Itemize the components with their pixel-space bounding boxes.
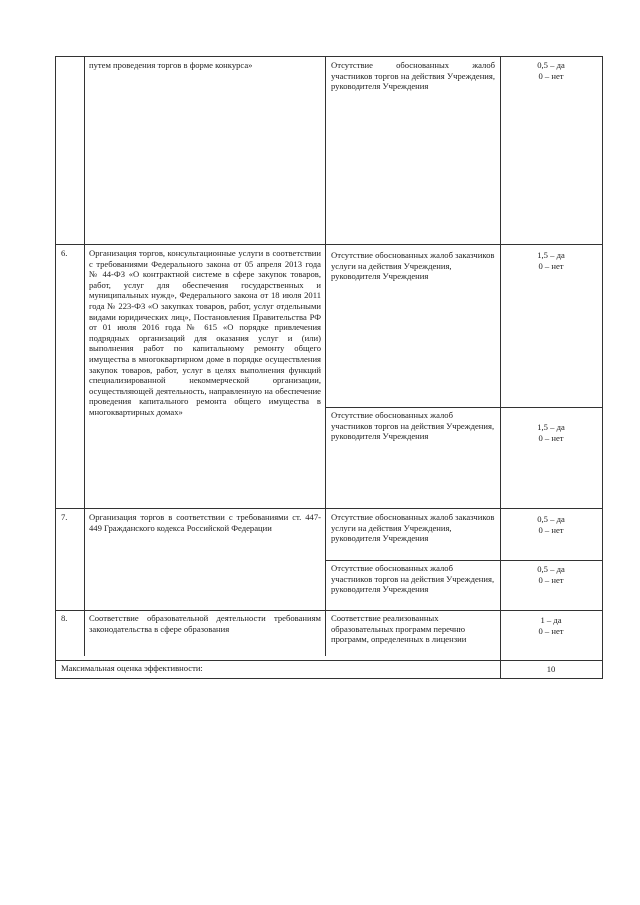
row-3-score-0: 1 – да 0 – нет bbox=[538, 615, 564, 636]
row-2-criterion-0: Отсутствие обоснованных жалоб заказчиков услуги на действия Учреждения, руководителя Учреждения bbox=[331, 512, 495, 544]
row-1-score-0: 1,5 – да 0 – нет bbox=[537, 250, 565, 271]
row-2-score-0: 0,5 – да 0 – нет bbox=[537, 514, 565, 535]
row-1-number: 6. bbox=[61, 248, 68, 258]
row-2-activity: Организация торгов в соответствии с требованиями ст. 447-449 Гражданского кодекса Российской Федерации bbox=[89, 512, 321, 533]
row-0-score-0: 0,5 – да 0 – нет bbox=[537, 60, 565, 81]
row-3-activity: Соответствие образовательной деятельности требованиям законодательства в сфере образования bbox=[89, 613, 321, 634]
row-0-criterion-0: Отсутствие обоснованных жалоб участников торгов на действия Учреждения, руководителя Учреждения bbox=[331, 60, 495, 92]
total-value: 10 bbox=[546, 664, 556, 674]
row-1-criterion-1: Отсутствие обоснованных жалоб участников торгов на действия Учреждения, руководителя Учреждения bbox=[331, 410, 495, 442]
row-2-criterion-1: Отсутствие обоснованных жалоб участников торгов на действия Учреждения, руководителя Учреждения bbox=[331, 563, 495, 595]
row-1-activity: Организация торгов, консультационные услуги в соответствии с требованиями Федерального закона от 05 апреля 2013 года № 44-ФЗ «О контрактной системе в сфере закупок товаров, работ, услуг для обеспечения государственных и муниципальных нужд», Федерального закона от 18 июля 2011 года № 223-ФЗ «О закупках товаров, работ, услуг отдельными видами юридических лиц», Постановления Правительства РФ от 01 июля 2016 года № 615 «О порядке привлечения подрядных организаций для оказания услуг и (или) выполнения работ по капитальному ремонту общего имущества в многоквартирном доме в порядке осуществления закупок товаров, работ, услуг в целях выполнения функций специализированной некоммерческой организации, осуществляющей деятельность, направленную на обеспечение проведения капитального ремонта общего имущества в многоквартирных домах» bbox=[89, 248, 321, 417]
total-label: Максимальная оценка эффективности: bbox=[61, 663, 203, 673]
row-1-score-1: 1,5 – да 0 – нет bbox=[537, 422, 565, 443]
row-3-criterion-0: Соответствие реализованных образовательных программ перечню программ, определенных в лицензии bbox=[331, 613, 467, 645]
row-2-score-1: 0,5 – да 0 – нет bbox=[537, 564, 565, 585]
row-3-number: 8. bbox=[61, 613, 68, 623]
row-0-activity: путем проведения торгов в форме конкурса» bbox=[89, 60, 253, 70]
row-1-criterion-0: Отсутствие обоснованных жалоб заказчиков услуги на действия Учреждения, руководителя Учреждения bbox=[331, 250, 495, 282]
row-2-number: 7. bbox=[61, 512, 68, 522]
